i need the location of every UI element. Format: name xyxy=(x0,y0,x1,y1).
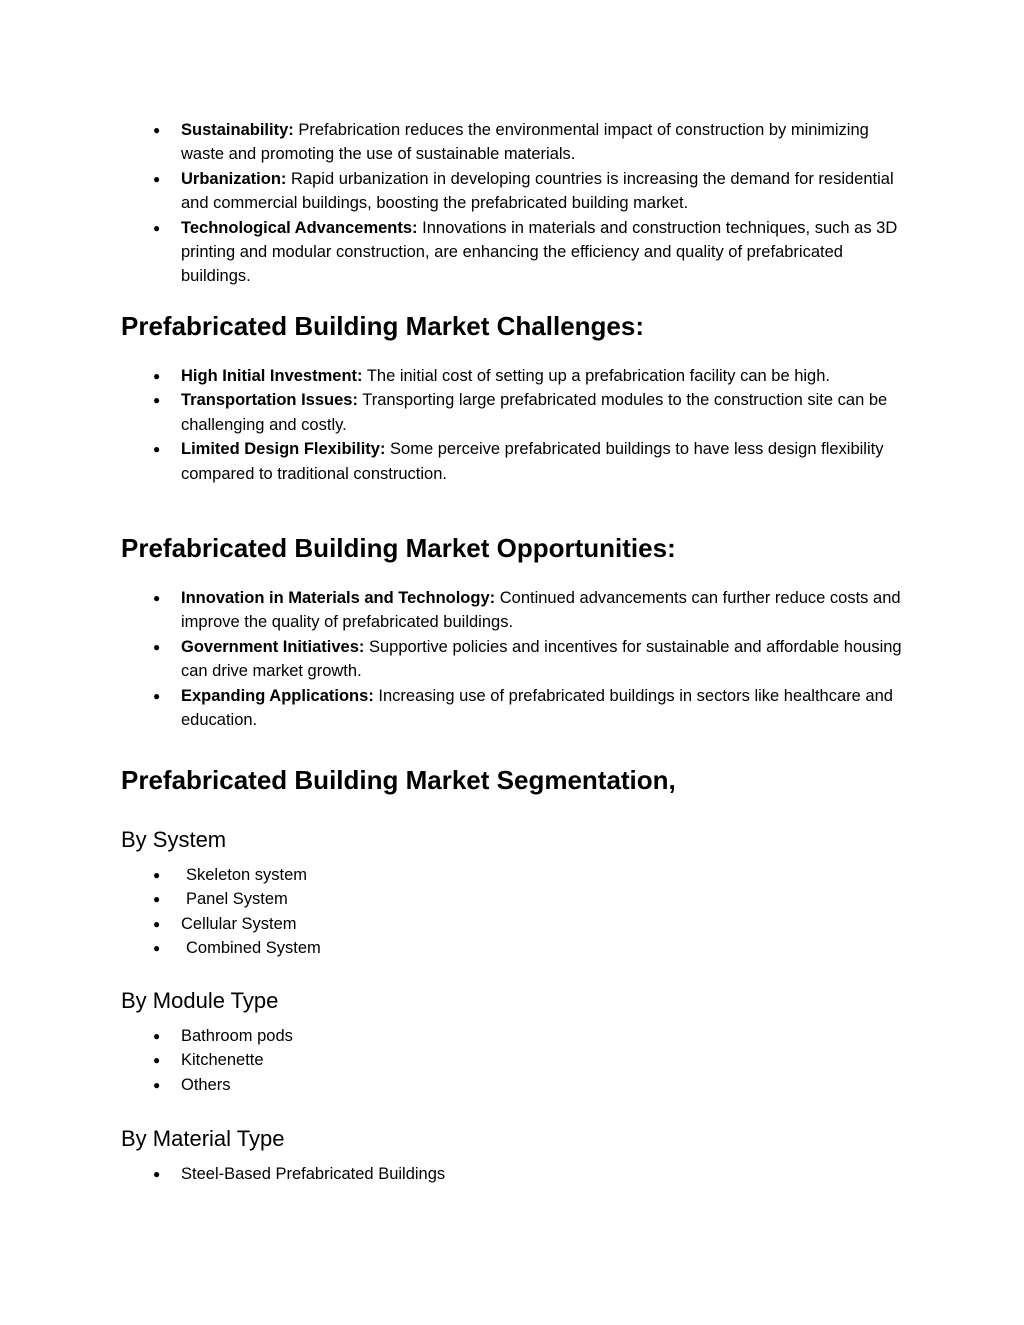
bullet-icon: ● xyxy=(153,688,161,703)
item-text: Panel System xyxy=(186,890,288,909)
item-text: Prefabrication reduces the environmental impact of construction by minimizing waste and promoting the use of sustainable materials. xyxy=(181,121,869,164)
item-text: Skeleton system xyxy=(186,866,308,884)
item-term: High Initial Investment: xyxy=(181,367,363,385)
challenges-list xyxy=(0,364,1024,486)
list-item xyxy=(0,863,1024,887)
by-module-type-list xyxy=(0,1024,1024,1097)
item-text: Some perceive prefabricated buildings to have less design flexibility compared to traditional construction. xyxy=(181,440,884,483)
bullet-icon: ● xyxy=(153,591,161,605)
item-term: Limited Design Flexibility: xyxy=(181,440,386,459)
item-term: Transportation Issues: xyxy=(181,391,358,410)
item-text: Continued advancements can further reduce costs and improve the quality of prefabricated buildings. xyxy=(181,589,901,632)
bullet-icon: ● xyxy=(153,171,161,186)
item-term: Technological Advancements: xyxy=(181,218,418,237)
list-item xyxy=(0,437,1024,486)
item-term: Urbanization: xyxy=(181,169,287,188)
bullet-icon: ● xyxy=(153,941,161,956)
item-text: The initial cost of setting up a prefabrication facility can be high. xyxy=(362,367,830,385)
item-term: Innovation in Materials and Technology: xyxy=(181,589,496,607)
list-item xyxy=(0,684,1024,733)
item-text: Increasing use of prefabricated buildings in sectors like healthcare and education. xyxy=(181,686,893,730)
by-material-type-list xyxy=(0,1162,1024,1186)
item-text: Others xyxy=(181,1075,231,1094)
item-text: Rapid urbanization in developing countries is increasing the demand for residential and commercial buildings, boosting the prefabricated building market. xyxy=(181,169,894,213)
drivers-list xyxy=(0,118,1024,289)
item-term: Sustainability: xyxy=(181,121,294,139)
by-system-list xyxy=(0,863,1024,961)
by-material-type-heading: By Material Type xyxy=(121,1126,285,1151)
segmentation-heading: Prefabricated Building Market Segmentation, xyxy=(121,765,676,795)
list-item xyxy=(0,1024,1024,1048)
list-item xyxy=(0,936,1024,960)
by-module-type-heading: By Module Type xyxy=(121,988,279,1013)
list-item xyxy=(0,167,1024,216)
bullet-icon: ● xyxy=(153,123,161,137)
bullet-icon: ● xyxy=(153,1053,161,1068)
bullet-icon: ● xyxy=(153,393,161,408)
bullet-icon: ● xyxy=(153,892,161,907)
item-text: Supportive policies and incentives for sustainable and affordable housing can drive market growth. xyxy=(181,637,902,681)
item-text: Cellular System xyxy=(181,914,297,933)
list-item xyxy=(0,364,1024,388)
bullet-icon: ● xyxy=(153,1077,161,1092)
list-item xyxy=(0,1048,1024,1072)
item-term: Government Initiatives: xyxy=(181,637,365,656)
bullet-icon: ● xyxy=(153,639,161,654)
item-text: Innovations in materials and construction techniques, such as 3D printing and modular construction, are enhancing the efficiency and quality of prefabricated buildings. xyxy=(181,218,898,286)
bullet-icon: ● xyxy=(153,369,161,383)
list-item xyxy=(0,586,1024,635)
list-item xyxy=(0,912,1024,936)
bullet-icon: ● xyxy=(153,1029,161,1043)
list-item xyxy=(0,118,1024,167)
list-item xyxy=(0,635,1024,684)
bullet-icon: ● xyxy=(153,916,161,931)
challenges-heading: Prefabricated Building Market Challenges: xyxy=(121,311,645,341)
bullet-icon: ● xyxy=(153,220,161,235)
item-text: Bathroom pods xyxy=(181,1027,293,1045)
by-system-heading: By System xyxy=(121,827,227,852)
opportunities-heading: Prefabricated Building Market Opportunities: xyxy=(121,533,676,563)
list-item xyxy=(0,216,1024,289)
item-text: Combined System xyxy=(186,939,321,958)
list-item xyxy=(0,388,1024,437)
list-item xyxy=(0,887,1024,911)
item-text: Kitchenette xyxy=(181,1051,264,1070)
bullet-icon: ● xyxy=(153,868,161,882)
list-item xyxy=(0,1162,1024,1186)
item-text: Transporting large prefabricated modules to the construction site can be challenging and costly. xyxy=(181,391,888,434)
item-term: Expanding Applications: xyxy=(181,686,374,705)
bullet-icon: ● xyxy=(153,442,161,457)
item-text: Steel-Based Prefabricated Buildings xyxy=(181,1165,446,1183)
list-item xyxy=(0,1073,1024,1097)
opportunities-list xyxy=(0,586,1024,732)
bullet-icon: ● xyxy=(153,1167,161,1181)
